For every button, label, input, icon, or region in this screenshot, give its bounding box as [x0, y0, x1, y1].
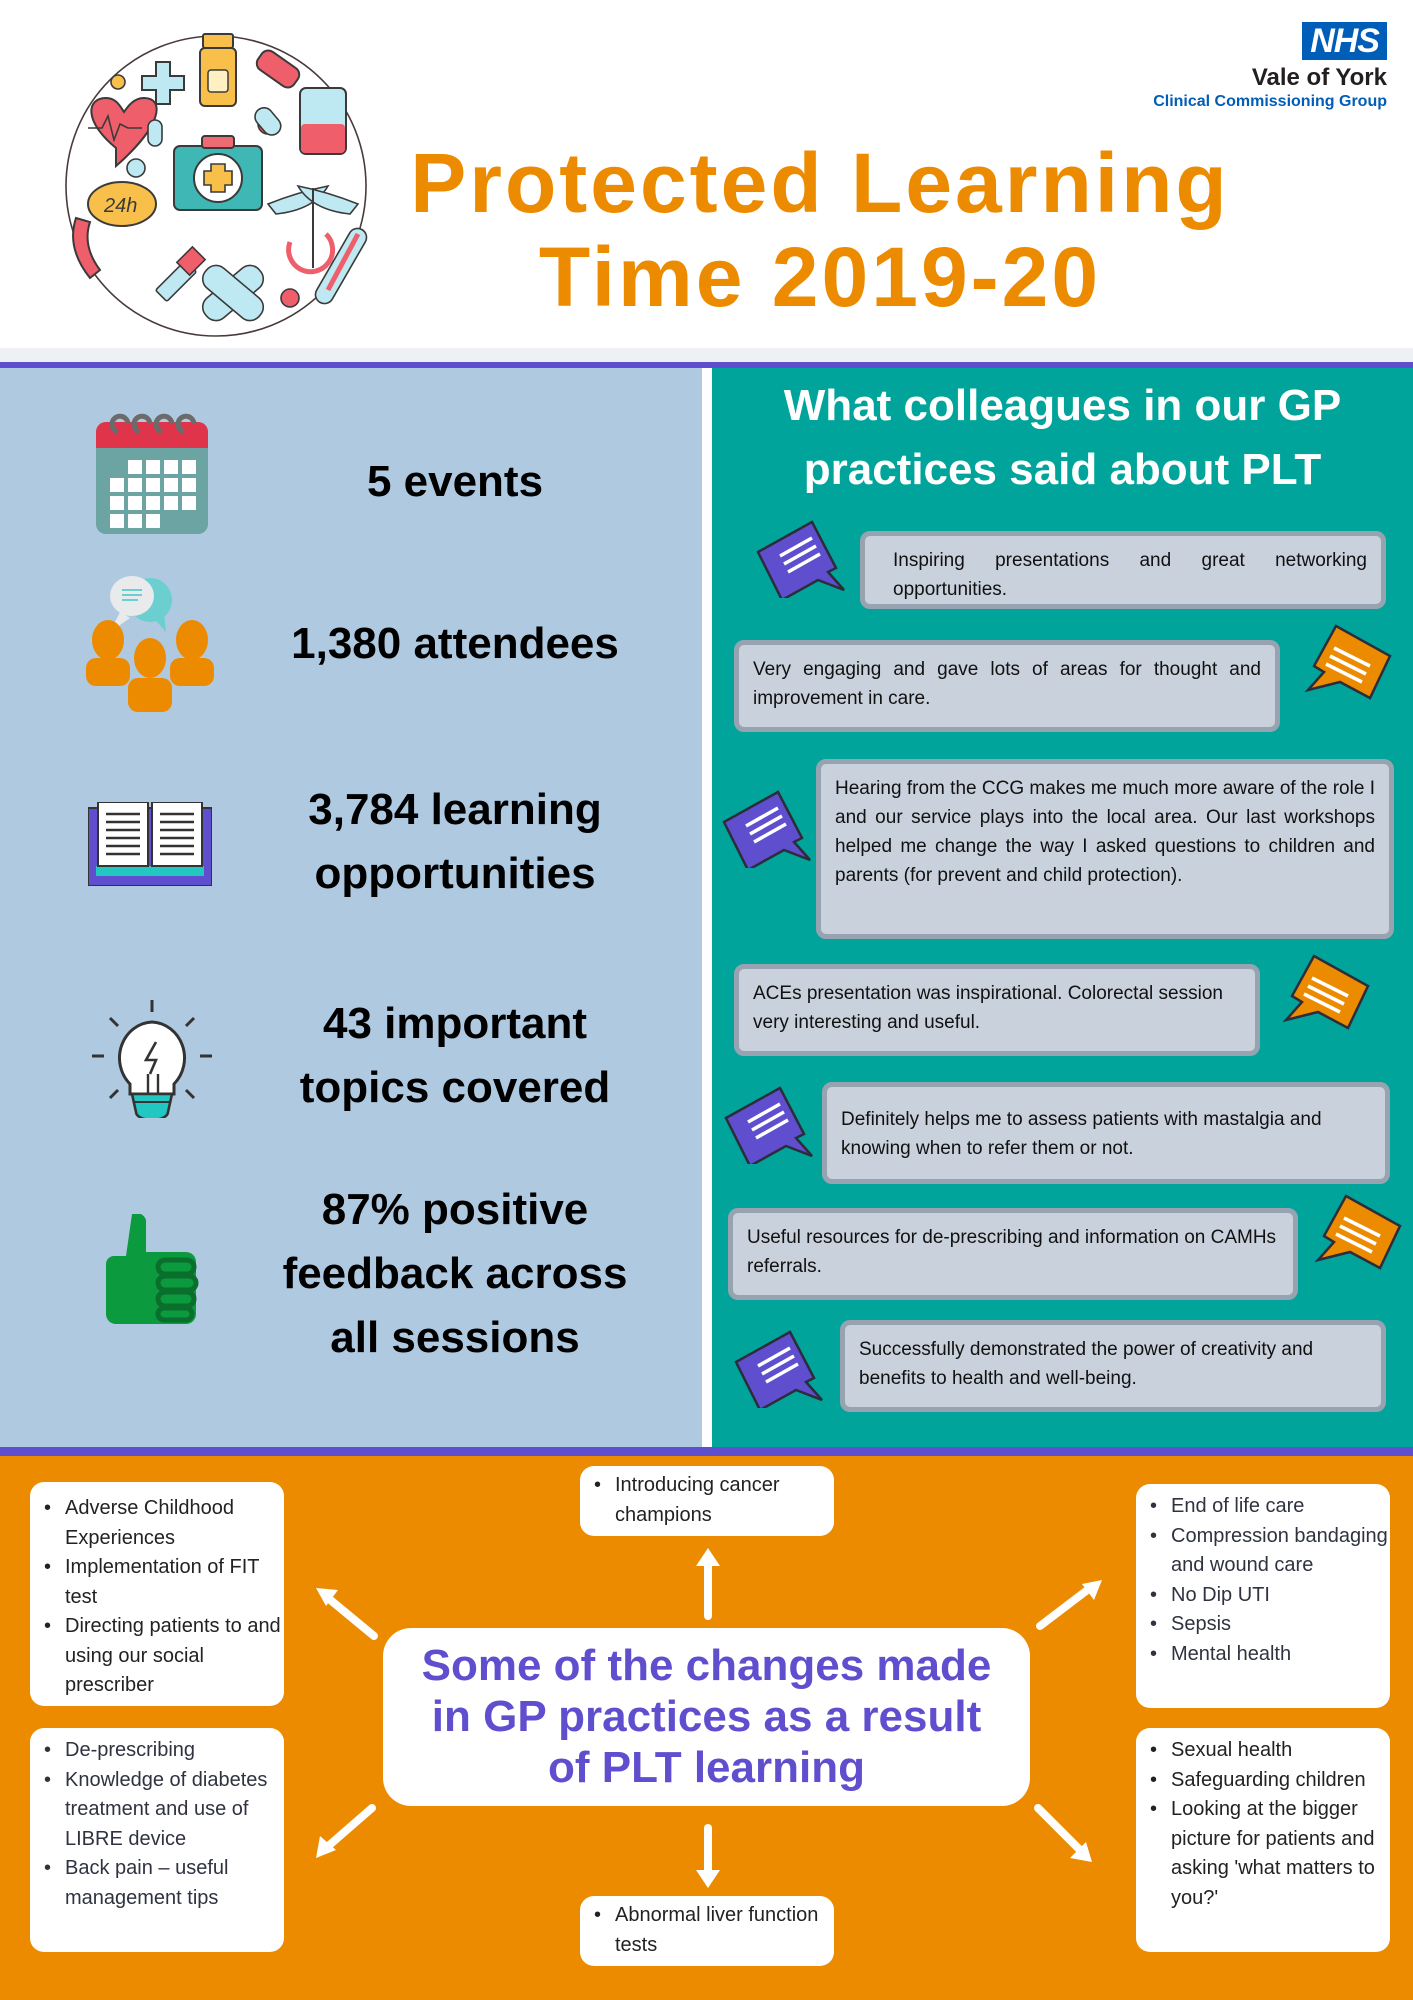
thumbs-up-icon: [104, 1214, 200, 1324]
quote-text: ACEs presentation was inspirational. Colorectal session very interesting and useful.: [753, 983, 1223, 1033]
quotes-panel: [712, 368, 1413, 1447]
quotes-title: [712, 374, 1413, 502]
center-title-line3: of PLT learning: [548, 1743, 865, 1792]
stat-topics-text: [250, 992, 660, 1120]
header: [0, 0, 1413, 348]
speech-bubble-purple-icon: [722, 1084, 818, 1164]
quote-text: Inspiring presentations and great networking opportunities.: [893, 550, 1367, 600]
changes-section: [0, 1456, 1413, 2000]
stat-learning-text: [250, 778, 660, 906]
change-item: • End of life care: [1136, 1492, 1390, 1522]
stat-learning-line2: opportunities: [314, 849, 596, 898]
change-item: • Implementation of FIT test: [30, 1553, 284, 1612]
page-title: [380, 136, 1260, 324]
stat-events-text: 5 events: [366, 457, 544, 506]
changes-card-top-right: [1136, 1484, 1390, 1708]
stat-feedback-text: [250, 1178, 660, 1370]
speech-bubble-orange-icon: [1300, 622, 1396, 702]
quote-text: Hearing from the CCG makes me much more aware of the role I and our service plays into the local area. Our last workshops helped me change the way I asked questions to children and parents (for prevent and child protection).: [835, 778, 1375, 886]
change-item: • Back pain – useful management tips: [30, 1854, 284, 1913]
stat-learning-line1: 3,784 learning: [308, 785, 602, 834]
changes-card-bottom-center: [580, 1896, 834, 1966]
nhs-logo: [1127, 22, 1387, 112]
quote-card: [860, 531, 1386, 609]
quote-card: [734, 964, 1260, 1056]
changes-card-bottom-left: [30, 1728, 284, 1952]
calendar-icon: [96, 408, 208, 534]
attendees-icon: [86, 576, 214, 712]
panel-divider: [702, 368, 712, 1447]
medical-illustration-icon: [58, 28, 374, 344]
header-divider-band: [0, 348, 1413, 362]
speech-bubble-purple-icon: [754, 518, 850, 598]
change-item: • Knowledge of diabetes treatment and use of LIBRE device: [30, 1766, 284, 1855]
quote-card: [840, 1320, 1386, 1412]
book-icon: [88, 802, 212, 886]
nhs-badge: NHS: [1302, 22, 1387, 60]
change-item: • Safeguarding children: [1136, 1766, 1390, 1796]
change-item: • Abnormal liver function tests: [580, 1900, 834, 1960]
changes-card-top-left: [30, 1482, 284, 1706]
changes-card-top-center: [580, 1466, 834, 1536]
stat-topics-line1: 43 important: [322, 999, 588, 1048]
changes-center-card: [383, 1628, 1030, 1806]
change-item: • Sexual health: [1136, 1736, 1390, 1766]
lightbulb-icon: [90, 998, 214, 1118]
quotes-title-line1: What colleagues in our GP: [783, 381, 1342, 430]
quote-text: Very engaging and gave lots of areas for thought and improvement in care.: [753, 659, 1261, 709]
quote-text: Successfully demonstrated the power of creativity and benefits to health and well-being.: [859, 1339, 1314, 1389]
change-item: • Mental health: [1136, 1640, 1390, 1670]
change-item: • No Dip UTI: [1136, 1581, 1390, 1611]
quote-card: [816, 759, 1394, 939]
quote-card: [734, 640, 1280, 732]
center-title-line2: in GP practices as a result: [431, 1692, 982, 1741]
speech-bubble-purple-icon: [720, 788, 816, 868]
change-item: • Sepsis: [1136, 1610, 1390, 1640]
change-item: • Directing patients to and using our social prescriber: [30, 1612, 284, 1701]
speech-bubble-orange-icon: [1278, 952, 1374, 1032]
stat-feedback-line2: feedback across: [282, 1249, 628, 1298]
quote-card: [822, 1082, 1390, 1184]
change-item: • Adverse Childhood Experiences: [30, 1494, 284, 1553]
quote-text: Definitely helps me to assess patients with mastalgia and knowing when to refer them or not.: [841, 1109, 1322, 1159]
center-title-line1: Some of the changes made: [421, 1641, 992, 1690]
stat-feedback-line1: 87% positive: [321, 1185, 589, 1234]
change-item: • De-prescribing: [30, 1736, 284, 1766]
change-item: • Compression bandaging and wound care: [1136, 1522, 1390, 1581]
speech-bubble-purple-icon: [732, 1328, 828, 1408]
page-title-line1: Protected Learning: [410, 136, 1230, 230]
change-item: • Looking at the bigger picture for patients and asking 'what matters to you?': [1136, 1795, 1390, 1913]
organisation-name: Vale of York: [1251, 64, 1387, 91]
quote-card: [728, 1208, 1298, 1300]
svg-text:24h: 24h: [104, 195, 138, 217]
change-item: • Introducing cancer champions: [580, 1470, 834, 1530]
page-title-line2: Time 2019-20: [538, 230, 1102, 324]
changes-card-bottom-right: [1136, 1728, 1390, 1952]
speech-bubble-orange-icon: [1310, 1192, 1406, 1272]
stats-panel: [0, 368, 702, 1447]
quote-text: Useful resources for de-prescribing and information on CAMHs referrals.: [747, 1227, 1277, 1277]
stat-feedback-line3: all sessions: [330, 1313, 580, 1362]
organisation-subtitle: Clinical Commissioning Group: [1153, 93, 1387, 110]
stat-topics-line2: topics covered: [299, 1063, 611, 1112]
stat-attendees-text: 1,380 attendees: [291, 619, 619, 668]
purple-divider-bottom: [0, 1447, 1413, 1456]
quotes-title-line2: practices said about PLT: [803, 445, 1322, 494]
